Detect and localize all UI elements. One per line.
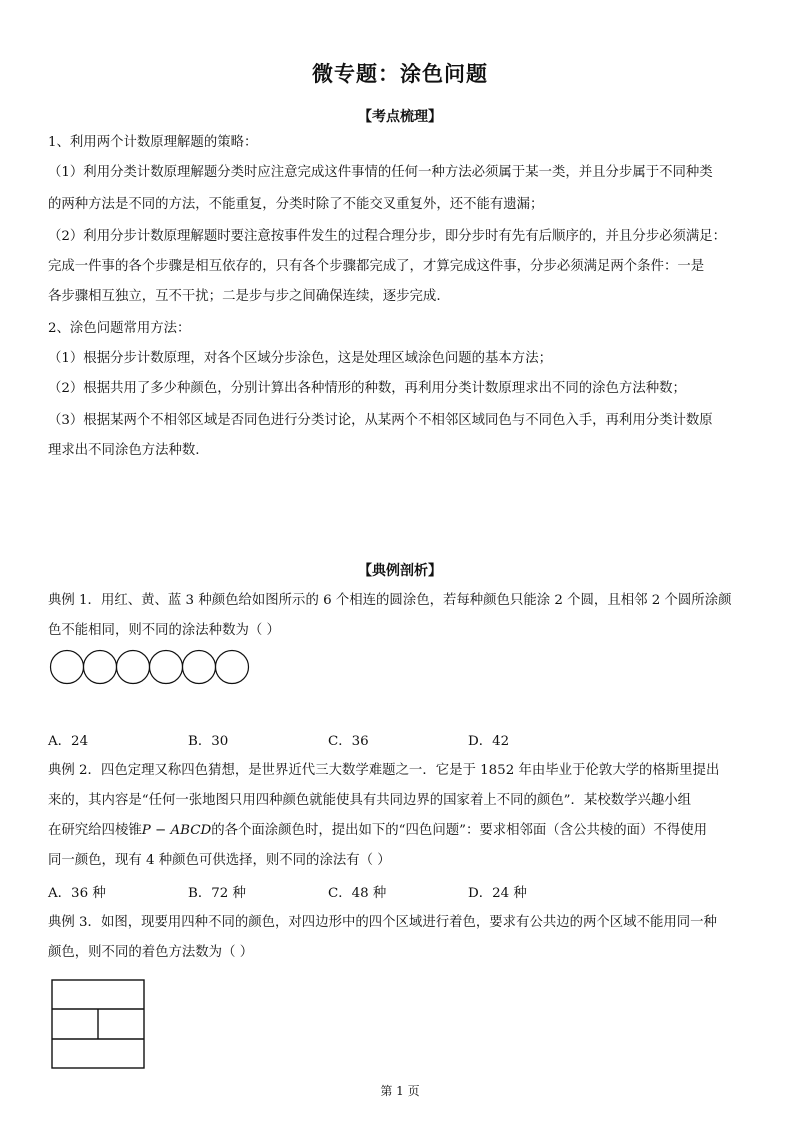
option-a: A．36 种	[48, 886, 106, 901]
circle-6	[216, 651, 249, 684]
option-c: C．48 种	[328, 886, 387, 901]
option-b: B．30	[188, 734, 229, 749]
paragraph-line: （2）根据共用了多少种颜色，分别计算出各种情形的种数，再利用分类计数原理求出不同的涂色方法种数；	[48, 381, 686, 396]
example-3-text: 颜色，则不同的着色方法数为（ ）	[48, 945, 254, 960]
paragraph-line: 各步骤相互独立，互不干扰；二是步与步之间确保连续，逐步完成.	[48, 289, 441, 304]
page-title: 微专题：涂色问题	[312, 62, 488, 86]
paragraph-line: 2、涂色问题常用方法：	[48, 321, 191, 336]
circle-5	[183, 651, 216, 684]
pyramid-formula: P − ABCD	[141, 823, 212, 838]
example-2-text: 典例 2．四色定理又称四色猜想，是世界近代三大数学难题之一．它是于 1852 年由毕业于伦敦大学的格斯里提出	[48, 763, 720, 778]
six-circles-figure	[48, 648, 258, 688]
paragraph-line: 完成一件事的各个步骤是相互依存的，只有各个步骤都完成了，才算完成这件事，分步必须满足两个条件：一是	[48, 259, 705, 274]
option-d: D．42	[468, 734, 510, 749]
circle-2	[84, 651, 117, 684]
paragraph-line: （3）根据某两个不相邻区域是否同色进行分类讨论，从某两个不相邻区域同色与不同色入手，再利用分类计数原	[48, 413, 713, 428]
example-2-text: 来的，其内容是“任何一张地图只用四种颜色就能使具有共同边界的国家着上不同的颜色”．某校数学兴趣小组	[48, 793, 692, 808]
page-number: 第 1 页	[380, 1084, 420, 1098]
option-c: C．36	[328, 734, 369, 749]
section-heading-key-points: 【考点梳理】	[358, 109, 442, 125]
example-1-options	[48, 730, 509, 749]
example-2-text: 同一颜色，现有 4 种颜色可供选择，则不同的涂法有（ ）	[48, 853, 391, 868]
quadrilateral-regions-figure	[50, 978, 148, 1072]
paragraph-line: 1、利用两个计数原理解题的策略：	[48, 135, 258, 150]
paragraph-line: 的两种方法是不同的方法，不能重复，分类时除了不能交叉重复外，还不能有遗漏；	[48, 197, 544, 212]
paragraph-line: （2）利用分步计数原理解题时要注意按事件发生的过程合理分步，即分步时有先有后顺序的，并且分步必须满足：	[48, 229, 727, 244]
paragraph-line: 理求出不同涂色方法种数.	[48, 443, 200, 458]
circle-1	[51, 651, 84, 684]
paragraph-line: （1）根据分步计数原理，对各个区域分步涂色，这是处理区域涂色问题的基本方法；	[48, 351, 552, 366]
circle-4	[150, 651, 183, 684]
example-2-options	[48, 882, 527, 901]
option-b: B．72 种	[188, 886, 246, 901]
paragraph-line: （1）利用分类计数原理解题分类时应注意完成这件事情的任何一种方法必须属于某一类，并且分步属于不同种类	[48, 165, 713, 180]
example-1-text: 典例 1．用红、黄、蓝 3 种颜色给如图所示的 6 个相连的圆涂色，若每种颜色只能涂 2 个圆，且相邻 2 个圆所涂颜	[48, 593, 732, 608]
example-2-text-post: 的各个面涂颜色时，提出如下的“四色问题”：要求相邻面（含公共棱的面）不得使用	[211, 823, 707, 838]
section-heading-examples: 【典例剖析】	[358, 563, 442, 579]
option-a: A．24	[48, 734, 89, 749]
example-2-text	[48, 822, 768, 840]
example-3-text: 典例 3．如图，现要用四种不同的颜色，对四边形中的四个区域进行着色，要求有公共边的两个区域不能用同一种	[48, 915, 717, 930]
option-d: D．24 种	[468, 886, 527, 901]
example-1-text: 色不能相同，则不同的涂法种数为（ ）	[48, 623, 280, 638]
example-2-text-pre: 在研究给四棱锥	[48, 823, 142, 838]
circle-3	[117, 651, 150, 684]
